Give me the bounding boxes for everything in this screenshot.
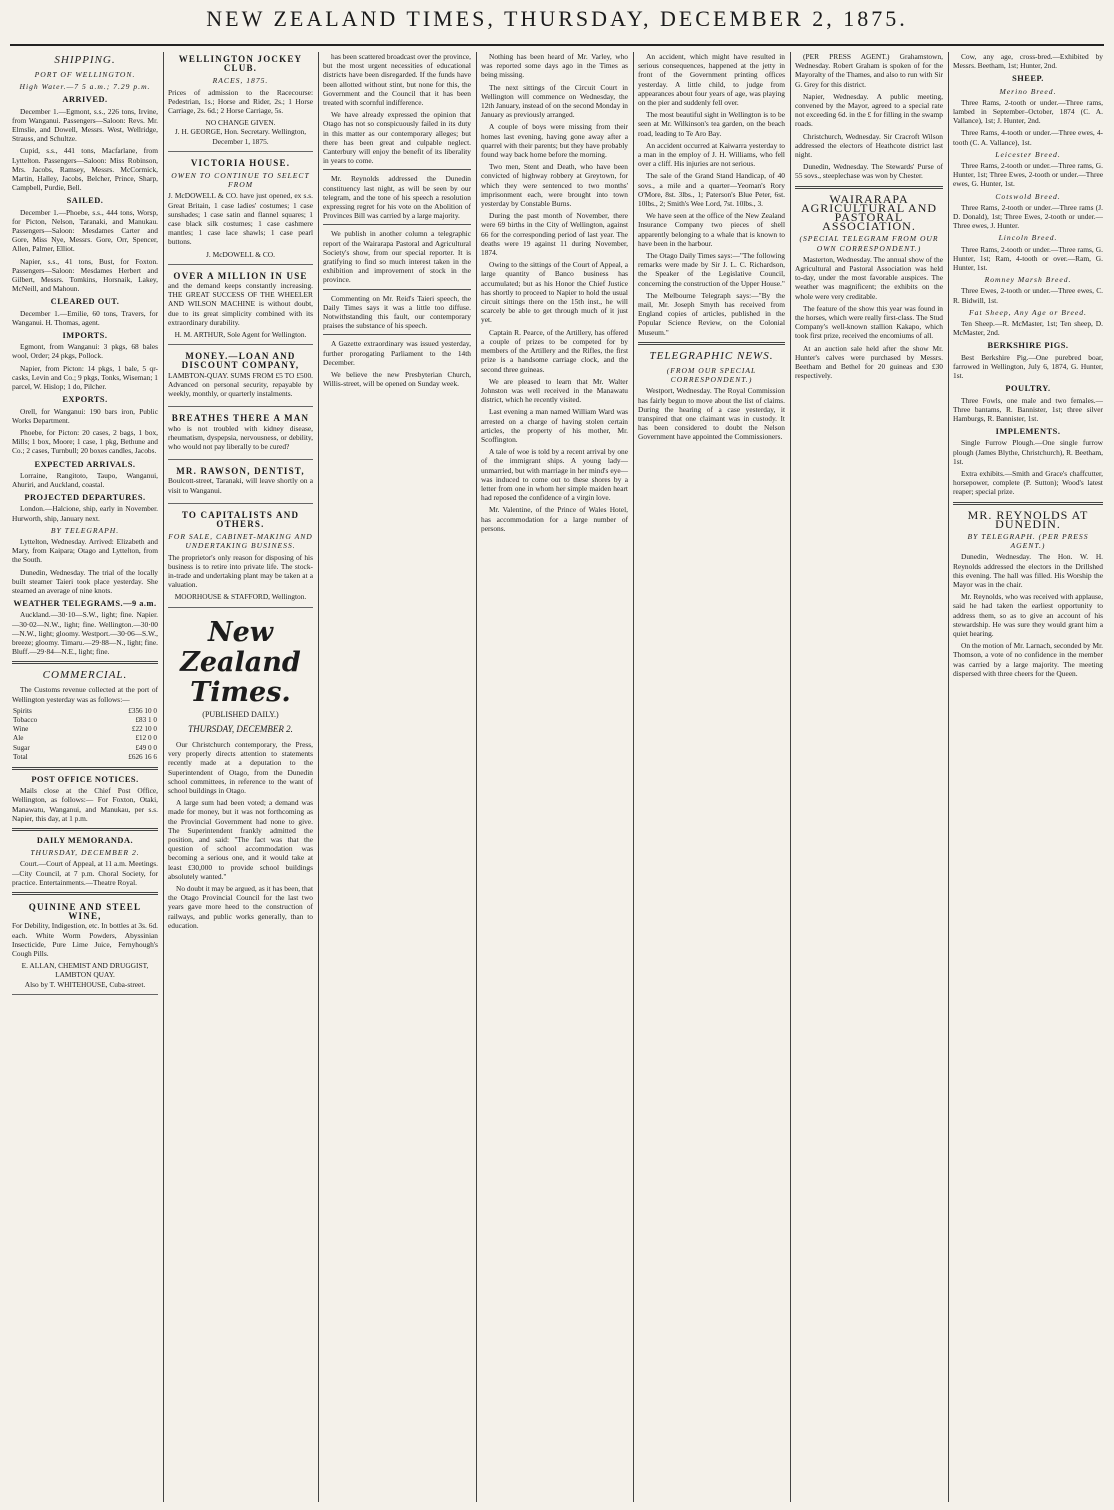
section-title-telegraphic-news: TELEGRAPHIC NEWS. <box>649 349 774 362</box>
high-water: High Water.—7 5 a.m.; 7.29 p.m. <box>19 82 151 92</box>
news-item: A couple of boys were missing from their homes last evening, having gone away after a quarrel with their parents; but they have probably found way back home before the morning. <box>481 122 628 160</box>
ad-title: WELLINGTON JOCKEY CLUB. <box>178 54 303 74</box>
prize-entry: Ten Sheep.—R. McMaster, 1st; Ten sheep, D. McMaster, 2nd. <box>953 319 1103 338</box>
reynolds-subtitle: BY TELEGRAPH. (PER PRESS AGENT.) <box>967 531 1089 551</box>
expected-entry: Lorraine, Rangitoto, Taupo, Wanganui, Ahuriri, and Auckland, coastal. <box>12 470 158 489</box>
leader-paragraph: A large sum had been voted; a demand was made for money, but it was not forthcoming as the Provincial Government had none to give. The Superintendent frankly admitted the position, and said: "The fact was that the question of school accommodation was becoming a serious one, and it would take at least £30,000 to provide school buildings absolutely wanted." <box>168 798 313 881</box>
prize-entry: Best Berkshire Pig.—One purebred boar, farrowed in Wellington, July 6, 1874, G. Hunter, 1st. <box>953 352 1103 381</box>
news-item: An accident, which might have resulted in serious consequences, happened at the jetty in front of the Government printing offices yesterday. A little child, to judge from appearances about four years of age, was playing on the pier and suddenly fell over. <box>638 52 785 108</box>
telegraph-item: (PER PRESS AGENT.) Grahamstown, Wednesday. Robert Graham is spoken of for the Mayoralty of the Thames, and also to run with Sir G. Grey for this district. <box>795 52 943 89</box>
prize-entry: Three Fowls, one male and two females.—Three bantams, R. Bannister, 1st; three silver Hamburgs, R. Bannister, 1st. <box>953 395 1103 423</box>
news-item: Nothing has been heard of Mr. Varley, who was reported some days ago in the Times as being missing. <box>481 52 628 80</box>
advertisement-sewing-machine <box>168 269 313 345</box>
column-7 <box>953 52 1103 1502</box>
news-item: The sale of the Grand Stand Handicap, of 40 sovs., a mile and a quarter—Yeoman's Rory O'More, 8st. 3lbs., 1; Paterson's Blue Peter, 6st. 10lbs., 2; Smith's Wee Lord, 7st. 10lbs., 3. <box>638 171 785 209</box>
subhead-weather: WEATHER TELEGRAMS.—9 a.m. <box>13 599 157 609</box>
subhead-pigs: BERKSHIRE PIGS. <box>987 341 1069 351</box>
prize-entry: Three Rams, 2-tooth or under.—Three rams (J. D. Donald), 1st; Three Ewes, 2-tooth or under.—Three ewes, J. Hunter. <box>953 202 1103 231</box>
advertisement-victoria-house <box>168 156 313 265</box>
leader-paragraph: We have already expressed the opinion that Otago has not so conspicuously failed in its duty in this matter as our contemporary alleges; but there has been great and culpable neglect. Canterbury will enjoy the benefit of its liberality in years to come. <box>323 110 471 166</box>
prize-entry: Three Rams, 2-tooth or under.—Three rams, lambed in September–October, 1874 (C. A. Vallance), 1st; J. Hunter, 2nd. <box>953 97 1103 126</box>
table-row: Sugar £49 0 0 <box>13 743 157 752</box>
advertisement-capitalists <box>168 508 313 608</box>
news-item: The Otago Daily Times says:—"The following remarks were made by Sir J. L. C. Richardson, the Speaker of the Legislative Council, concerning the construction of the Upper House." <box>638 251 785 288</box>
leader-paragraph: Commenting on Mr. Reid's Taieri speech, the Daily Times says it was a little too diffuse. Notwithstanding this fault, our contemporary praises the substance of his speech. <box>323 293 471 331</box>
advertisement-jockey-club <box>168 52 313 152</box>
section-title-reynolds: MR. REYNOLDS AT DUNEDIN. <box>967 507 1089 531</box>
advertisement-remedy <box>168 411 313 460</box>
column-divider <box>633 52 634 1502</box>
projected-entry: London.—Halcione, ship, early in November. Hurworth, ship, January next. <box>12 504 158 523</box>
reynolds-paragraph: Mr. Reynolds, who was received with applause, said he had taken the earliest opportunity to address them, so as to give an account of his stewardship. He was sure they would grant him a quiet hearing. <box>953 592 1103 638</box>
subhead-cleared: CLEARED OUT. <box>50 297 120 307</box>
section-title-wairarapa: WAIRARAPA AGRICULTURAL AND PASTORAL ASSOCIATION. <box>800 191 938 234</box>
import-entry: Napier, from Picton: 14 pkgs, 1 bale, 5 qr-casks, Levin and Co.; 9 pkgs, Tonks, Wiseman; 1 parcel, W. Hislop; 1 do, Pilcher. <box>12 363 158 392</box>
breed-subhead: Cotswold Breed. <box>995 191 1061 201</box>
divider <box>323 289 471 290</box>
news-item: Owing to the sittings of the Court of Appeal, a large quantity of Banco business has accumulated; but as his Honor the Chief Justice has shortly to proceed to Napier to hold the usual circuit sittings there on the 15th inst., he will scarcely be able to get through much of it just yet. <box>481 260 628 325</box>
telegraph-item: Christchurch, Wednesday. Sir Cracroft Wilson addressed the electors of Heathcote district last night. <box>795 131 943 160</box>
subhead-sheep: SHEEP. <box>1012 74 1044 84</box>
ad-title: OVER A MILLION IN USE <box>173 270 308 281</box>
ad-subtitle: FOR SALE, CABINET-MAKING AND UNDERTAKING BUSINESS. <box>168 532 313 551</box>
telegraph-item: Napier, Wednesday. A public meeting, convened by the Mayor, agreed to a special rate not exceeding 6d. in the £ for filling in the swamp roads. <box>795 91 943 129</box>
subhead-arrived: ARRIVED. <box>62 95 108 105</box>
prize-entry: Single Furrow Plough.—One single furrow plough (James Blythe, Christchurch), R. Beetham, 1st. <box>953 438 1103 466</box>
memoranda-entry: Court.—Court of Appeal, at 11 a.m. Meetings.—City Council, at 7 p.m. Choral Society, for practice. Entertainments.—Theatre Royal. <box>12 859 158 887</box>
section-title-post: POST OFFICE NOTICES. <box>31 775 139 784</box>
export-entry: Orell, for Wanganui: 190 bars iron, Public Works Department. <box>12 406 158 425</box>
prize-entry: Three Rams, 2-tooth or under.—Three rams, G. Hunter, 1st; Ram, 4-tooth or over.—Ram, G. Hunter, 1st. <box>953 244 1103 273</box>
column-divider <box>163 52 164 1502</box>
news-item: A Gazette extraordinary was issued yesterday, further prorogating Parliament to the 14th December. <box>323 339 471 367</box>
customs-table <box>12 707 158 762</box>
news-item: We are pleased to learn that Mr. Walter Johnston was well received in the Manawatu district, which he recently visited. <box>481 376 628 405</box>
advertisement-quinine <box>12 900 158 995</box>
divider <box>953 502 1103 505</box>
subhead-poultry: POULTRY. <box>1005 384 1051 394</box>
ad-title: VICTORIA HOUSE. <box>190 157 291 168</box>
ad-body: and the demand keeps constantly increasing. THE GREAT SUCCESS OF THE WHEELER AND WILSON MACHINE is without doubt, due to its great simplicity combined with its extraordinary durability. <box>168 281 313 327</box>
news-item: The next sittings of the Circuit Court in Wellington will commence on Wednesday, the 12th January, instead of on the second Monday in January as previously arranged. <box>481 82 628 120</box>
subhead-telegraph: BY TELEGRAPH. <box>50 525 120 535</box>
divider <box>638 342 785 345</box>
news-item: We have seen at the office of the New Zealand Insurance Company two pieces of shell apparently belonging to a whale that is known to have been in the harbour. <box>638 211 785 248</box>
ad-signature: H. M. ARTHUR, Sole Agent for Wellington. <box>174 330 307 340</box>
import-entry: Egmont, from Wanganui: 3 pkgs, 68 bales wool, Order; 24 pkgs, Pollock. <box>12 342 158 361</box>
news-item: The Melbourne Telegraph says:—"By the mail, Mr. Joseph Smyth has received from England copies of articles, published in the Popular Science Review, on the Colonial Museum." <box>638 290 785 337</box>
breed-subhead: Lincoln Breed. <box>998 233 1058 243</box>
column-1 <box>12 52 158 1502</box>
ad-title: MONEY.—LOAN AND DISCOUNT COMPANY, <box>181 351 300 371</box>
breed-subhead: Romney Marsh Breed. <box>984 275 1072 285</box>
memoranda-date: THURSDAY, DECEMBER 2. <box>30 848 140 858</box>
divider <box>323 169 471 170</box>
ad-body: The proprietor's only reason for disposing of his business is to retire into private life. The stock-in-trade and undertaking plant may be taken at a valuation. <box>168 552 313 590</box>
ad-signature: J. McDOWELL & CO. <box>206 249 275 259</box>
subhead-imports: IMPORTS. <box>62 331 108 341</box>
section-title-shipping: SHIPPING. <box>54 54 116 66</box>
column-divider <box>790 52 791 1502</box>
column-divider <box>476 52 477 1502</box>
telegraph-entry: Dunedin, Wednesday. The trial of the locally built steamer Taieri took place yesterday. She steamed an average of nine knots. <box>12 567 158 595</box>
breed-subhead: Merino Breed. <box>999 86 1057 96</box>
sailed-entry: Napier, s.s., 41 tons, Bust, for Foxton. Passengers—Saloon: Mesdames Herbert and Gilbert, Messrs. Tomkins, Horsnaik, Lakey, McNeill, and Mahoun. <box>12 256 158 294</box>
news-item: An accident occurred at Kaiwarra yesterday to a man in the employ of J. H. Williams, who fell over a cliff. His injuries are not serious. <box>638 140 785 169</box>
leader-paragraph: Mr. Reynolds addressed the Dunedin constituency last night, as will be seen by our telegram, and the tone of his speech a resolution expressing regret for his vote on the Abolition of Provinces Bill was carried by a large majority. <box>323 174 471 221</box>
divider <box>323 334 471 335</box>
column-4 <box>481 52 628 1502</box>
leader-paragraph: No doubt it may be argued, as it has been, that the Otago Provincial Council for the last two years gave more heed to the construction of railways, and public works generally, than to education. <box>168 884 313 930</box>
column-5 <box>638 52 785 1502</box>
ad-title: TO CAPITALISTS AND OTHERS. <box>181 509 300 529</box>
divider <box>12 767 158 770</box>
ad-body: Boulcott-street, Taranaki, will leave shortly on a visit to Wanganui. <box>168 476 313 495</box>
ad-body: Prices of admission to the Racecourse: Pedestrian, 1s.; Horse and Rider, 2s.; 1 Horse Carriage, 2s. 6d.; 2 Horse Carriage, 5s. <box>168 87 313 116</box>
table-row: Wine £22 10 0 <box>13 725 157 734</box>
prize-entry: Cow, any age, cross-bred.—Exhibited by Messrs. Beetham, 1st; Hunter, 2nd. <box>953 52 1103 71</box>
ad-signature: J. H. GEORGE, Hon. Secretary. Wellington, December 1, 1875. <box>174 127 307 146</box>
ad-body: J. McDOWELL & CO. have just opened, ex s.s. Great Britain, 1 case ladies' costumes; 1 case sunshades; 1 case satin and flannel squares; 1 case black silk costumes; 1 case cashmere mantles; 1 case lace shawls; 1 case pearl buttons. <box>168 191 313 247</box>
weather-entry: Auckland.—30·10—S.W., light; fine. Napier.—30·02—N.W., light; fine. Wellington.—30·00—N.W., light; gloomy. Westport.—30·06—S.W., breeze; gloomy. Timaru.—29·88—N., light; fine. Bluff.—29·84—N.E., light; fine. <box>12 610 158 657</box>
port-line: PORT OF WELLINGTON. <box>34 70 136 79</box>
subhead-expected: EXPECTED ARRIVALS. <box>34 459 136 469</box>
post-entry: Mails close at the Chief Post Office, Wellington, as follows:— For Foxton, Otaki, Manawatu, Wanganui, and Manukau, per s.s. Napier, this day, at 1 p.m. <box>12 786 158 823</box>
masthead: NEW ZEALAND TIMES, THURSDAY, DECEMBER 2, 1875. <box>206 6 908 31</box>
ad-subtitle: OWEN TO CONTINUE TO SELECT FROM <box>171 171 310 190</box>
divider <box>12 828 158 831</box>
show-subtitle: (SPECIAL TELEGRAM FROM OUR OWN CORRESPONDENT.) <box>799 234 939 253</box>
telegraph-entry: Lyttelton, Wednesday. Arrived: Elizabeth and Mary, from Kaipara; Otago and Lyttelton, from the South. <box>12 536 158 565</box>
prize-entry: Three Rams, 4-tooth or under.—Three ewes, 4-tooth (C. A. Vallance), 1st. <box>953 128 1103 147</box>
telegraph-item: Dunedin, Wednesday. The Stewards' Purse of 55 sovs., steeplechase was won by Chester. <box>795 162 943 181</box>
leader-paragraph: has been scattered broadcast over the province, but the most urgent necessities of educational districts have been disregarded. If the funds have been allotted without stint, but none for this, the Government and the Council that it has been treated with scornful indifference. <box>323 52 471 108</box>
published-note: (PUBLISHED DAILY.) <box>202 709 279 719</box>
masthead-rule <box>10 44 1104 46</box>
ad-subtitle: RACES, 1875. <box>212 76 269 86</box>
ad-body: For Debility, Indigestion, etc. In bottles at 3s. 6d. each. White Worm Powders, Abyssinian Insecticide, Pure Lime Juice, Fernyhough's Cough Pills. <box>12 921 158 959</box>
section-title-memoranda: DAILY MEMORANDA. <box>36 836 134 846</box>
ad-tail: Also by T. WHITEHOUSE, Cuba-street. <box>24 979 146 989</box>
subhead-exports: EXPORTS. <box>62 395 108 405</box>
subhead-projected: PROJECTED DEPARTURES. <box>24 493 146 503</box>
commercial-intro: The Customs revenue collected at the port of Wellington yesterday was as follows:— <box>12 685 158 704</box>
reynolds-paragraph: On the motion of Mr. Larnach, seconded by Mr. Thomson, a vote of no confidence in the member was carried by a large majority. The meeting dispersed with three cheers for the Queen. <box>953 641 1103 678</box>
newspaper-nameplate: New Zealand Times. <box>180 616 301 708</box>
divider <box>12 892 158 895</box>
ad-signature: MOORHOUSE & STAFFORD, Wellington. <box>174 592 307 602</box>
column-3 <box>323 52 471 1502</box>
prize-entry: Three Ewes, 2-tooth or under.—Three ewes, C. R. Bidwill, 1st. <box>953 286 1103 305</box>
cleared-entry: December 1.—Emilie, 60 tons, Travers, for Wanganui. H. Thomas, agent. <box>12 308 158 327</box>
news-item: Captain R. Pearce, of the Artillery, has offered a couple of prizes to be competed for by members of the Artillery and the Rifles, the first prize is a handsome carriage clock, and the second three guineas. <box>481 327 628 374</box>
table-row: Total £626 16 6 <box>13 752 157 761</box>
ad-title: BREATHES THERE A MAN <box>171 413 310 424</box>
table-row: Ale £12 0 0 <box>13 734 157 743</box>
reynolds-paragraph: Dunedin, Wednesday. The Hon. W. H. Reynolds addressed the electors in the Drillshed this evening. The hall was filled. His Worship the Mayor was in the chair. <box>953 552 1103 589</box>
table-row: Spirits £356 10 0 <box>13 706 157 715</box>
advertisement-loan-company <box>168 349 313 407</box>
ad-title: MR. RAWSON, DENTIST, <box>176 466 305 477</box>
table-row: Tobacco £83 1 0 <box>13 715 157 724</box>
sailed-entry: December 1.—Phoebe, s.s., 444 tons, Worsp, for Picton, Nelson, Taranaki, and Manukau. Passengers—Saloon: Mesdames Carter and Gore, Miss Nye, Messrs. Gore, Orr, Spencer, Allen, Palmer, Elliot. <box>12 207 158 254</box>
news-item: A tale of woe is told by a recent arrival by one of the immigrant ships. A young lady—unmarried, but with marriage in her mind's eye—was induced to come out to these shores by a letter from one in whom her simple maiden heart had reposed the confidence of a virgin love. <box>481 447 628 503</box>
ad-title: QUININE AND STEEL WINE, <box>28 902 142 922</box>
leader-paragraph: Our Christchurch contemporary, the Press, very properly directs attention to statements recently made at a deputation to the Superintendent of Otago, from the Dunedin school committees, in reference to the want of school buildings in Otago. <box>168 739 313 795</box>
ad-firm: E. ALLAN, CHEMIST AND DRUGGIST, LAMBTON QUAY. <box>21 961 149 980</box>
telegraph-subtitle: (FROM OUR SPECIAL CORRESPONDENT.) <box>666 365 757 385</box>
breed-subhead: Fat Sheep, Any Age or Breed. <box>969 307 1087 317</box>
show-paragraph: Masterton, Wednesday. The annual show of the Agricultural and Pastoral Association was held to-day, under the most favorable auspices. The weather was magnificent; the exhibits on the whole were very creditable. <box>795 254 943 301</box>
news-item: During the past month of November, there were 69 births in the City of Wellington, against 66 for the corresponding period of last year. The deaths were 19 against 11 during November, 1874. <box>481 211 628 258</box>
ad-note: NO CHANGE GIVEN. <box>205 118 276 128</box>
news-item: Mr. Valentine, of the Prince of Wales Hotel, has accommodation for a large number of persons. <box>481 505 628 533</box>
news-item: Two men, Stent and Death, who have been convicted of highway robbery at Greytown, for which they were sentenced to two months' imprisonment each, were brought into town yesterday by Constable Burns. <box>481 162 628 209</box>
divider <box>323 224 471 225</box>
divider <box>795 186 943 189</box>
column-divider <box>948 52 949 1502</box>
arrival-entry: December 1.—Egmont, s.s., 226 tons, Irvine, from Wanganui. Passengers—Saloon: Revs. Mr. Elmslie, and Dowell, Messrs. West, Wellridge, Strauss, and Schultze. <box>12 106 158 144</box>
news-item: Last evening a man named William Ward was arrested on a charge of having stolen certain articles, the property of his mother, Mr. Scoffington. <box>481 407 628 444</box>
ad-body: LAMBTON-QUAY. SUMS FROM £5 TO £500. Advanced on personal security, repayable by weekly, monthly, or quarterly instalments. <box>168 370 313 399</box>
telegraph-item: Westport, Wednesday. The Royal Commission has fairly begun to move about the list of claims. During the hearing of a case yesterday, it transpired that one claimant was in custody. It has been considered to doubt the Nelson Government have appointed the Commissioners. <box>638 386 785 442</box>
show-paragraph: The feature of the show this year was found in the horses, which were really first-class. The Stud Company's well-known stallion Kakapo, which took first prize, received the encomiums of all. <box>795 303 943 341</box>
divider <box>12 661 158 664</box>
ad-body: who is not troubled with kidney disease, rheumatism, dyspepsia, nervousness, or debility, who would not pay liberally to be cured? <box>168 423 313 451</box>
prize-entry: Extra exhibits.—Smith and Grace's chaffcutter, horsepower, complete (P. Sutton); Wood's latest reaper; special prize. <box>953 468 1103 497</box>
column-divider <box>318 52 319 1502</box>
section-title-commercial: COMMERCIAL. <box>42 669 128 682</box>
news-item: We believe the new Presbyterian Church, Willis-street, will be opened on Sunday week. <box>323 370 471 389</box>
leader-paragraph: We publish in another column a telegraphic report of the Wairarapa Pastoral and Agricultural Society's show, from our special reporter. It is gratifying to find so much interest taken in the exhibition and improvement of stock in the province. <box>323 229 471 285</box>
column-6 <box>795 52 943 1502</box>
show-paragraph: At an auction sale held after the show Mr. Hunter's calves were purchased by Messrs. Beetham and Bethel for 20 guineas and £30 respectively. <box>795 343 943 381</box>
breed-subhead: Leicester Breed. <box>995 149 1061 159</box>
prize-entry: Three Rams, 2-tooth or under.—Three rams, G. Hunter, 1st; Three Ewes, 2-tooth or under.—Three ewes, G. Hunter, 1st. <box>953 161 1103 189</box>
column-2 <box>168 52 313 1502</box>
export-entry: Phoebe, for Picton: 20 cases, 2 bags, 1 box, Mills; 1 box, Moore; 1 case, 1 pkg, Bethune and Co.; 2 cases, Turnbull; 20 boxes candles, Jacobs. <box>12 427 158 456</box>
news-item: The most beautiful sight in Wellington is to be seen at Mr. Wilkinson's tea garden, on the beach road, leading to Te Aro Bay. <box>638 110 785 138</box>
subhead-sailed: SAILED. <box>66 196 104 206</box>
arrival-entry: Cupid, s.s., 441 tons, Macfarlane, from Lyttelton. Passengers—Saloon: Miss Robinson, Mrs. Jacobs, Ramsey, Messrs. McCormick, Martin, Halley, Jacobs, Belcher, Prince, Sharp, Campbell, Purdie, Bell. <box>12 146 158 193</box>
leader-dateline: THURSDAY, DECEMBER 2. <box>188 723 293 734</box>
advertisement-dentist <box>168 464 313 504</box>
subhead-implements: IMPLEMENTS. <box>995 427 1061 437</box>
